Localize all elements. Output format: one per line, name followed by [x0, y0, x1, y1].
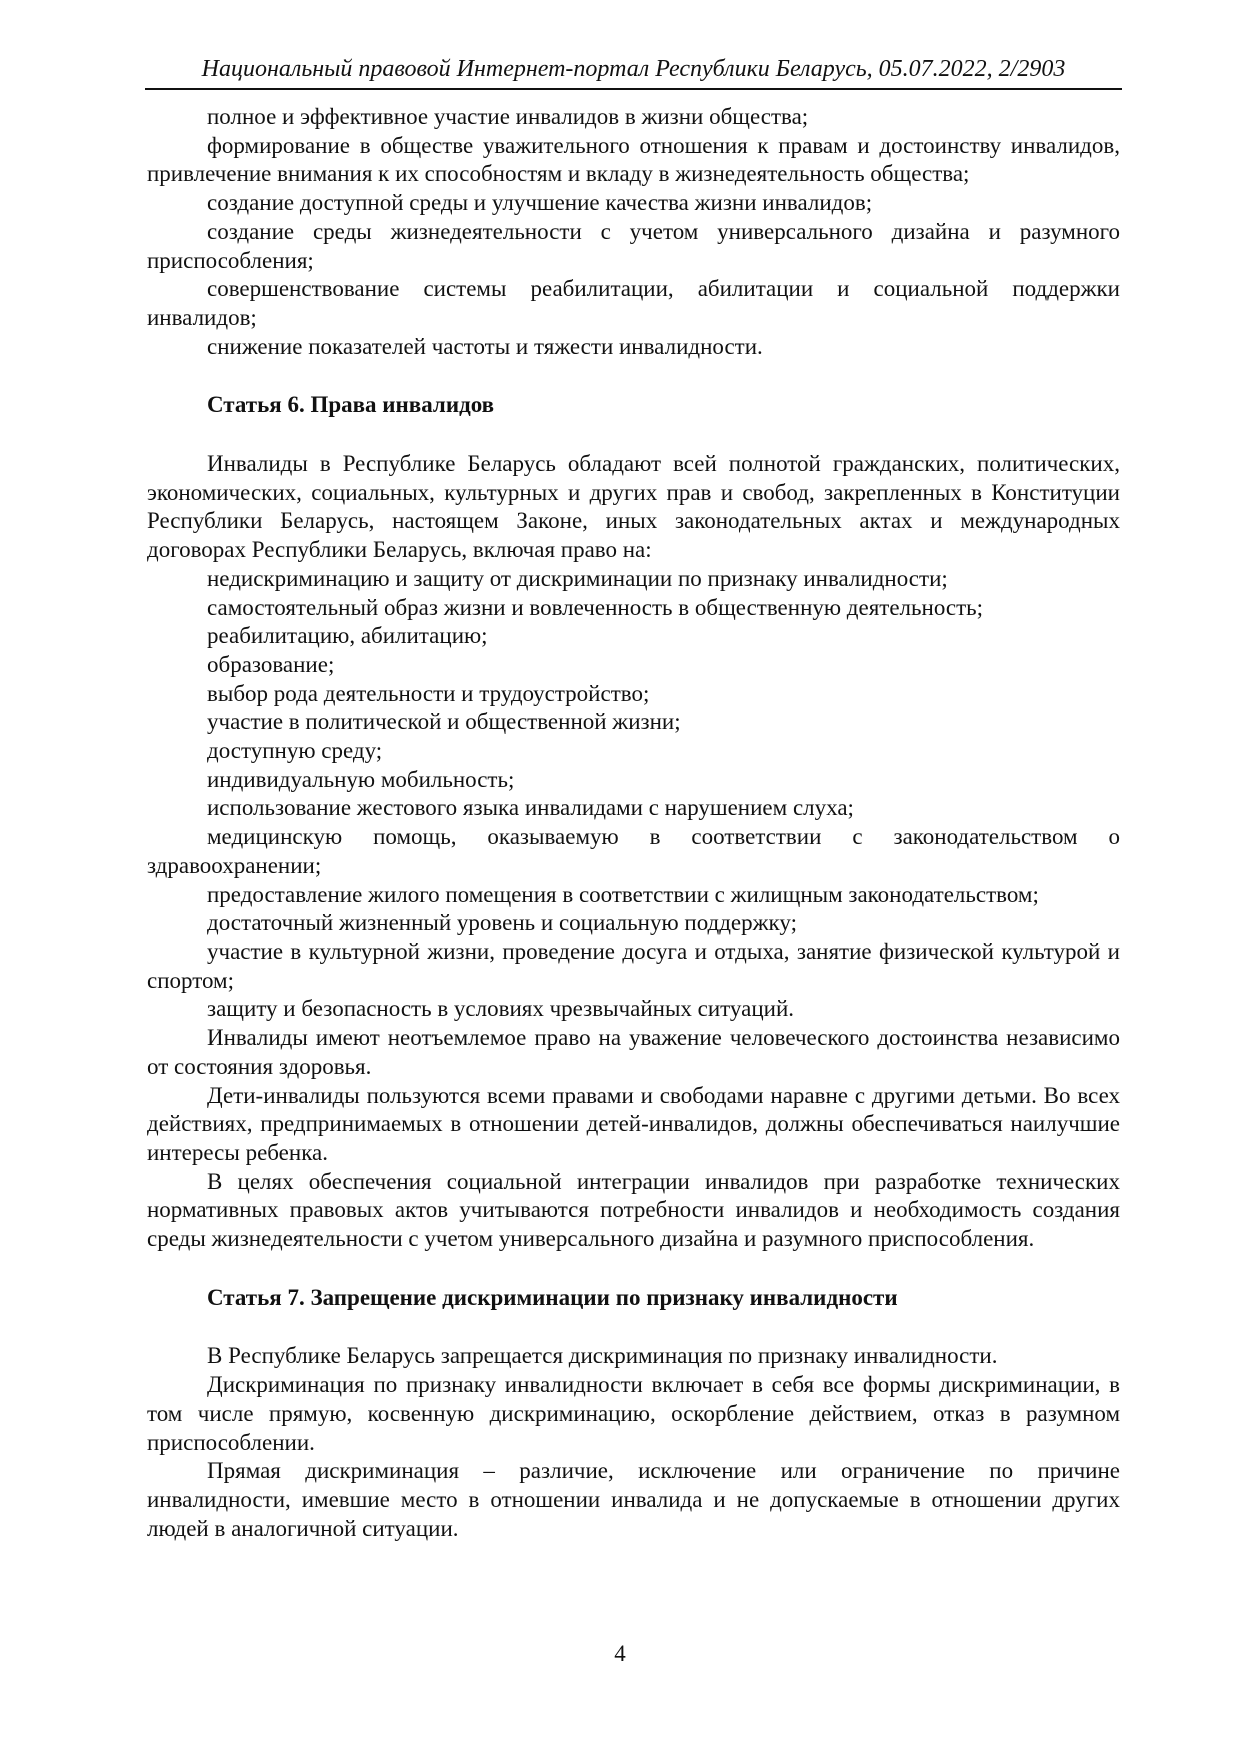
- right-list-item: индивидуальную мобильность;: [207, 766, 515, 792]
- right-list-item: самостоятельный образ жизни и вовлеченность в общественную деятельность;: [207, 594, 984, 620]
- document-header: Национальный правовой Интернет-портал Республики Беларусь, 05.07.2022, 2/2903: [201, 56, 1066, 82]
- article-6-lead: Инвалиды в Республике Беларусь обладают всей полнотой гражданских, политических, экономических, социальных, культурных и других прав и свобод, закрепленных в Конституции Республики Беларусь, настоящем Законе, иных законодательных актах и международных договорах Республики Беларусь, включая право на:: [147, 451, 1120, 563]
- article-7-paragraph: В Республике Беларусь запрещается дискриминация по признаку инвалидности.: [207, 1343, 998, 1369]
- right-list-item: доступную среду;: [207, 738, 383, 764]
- article-7-heading: Статья 7. Запрещение дискриминации по признаку инвалидности: [207, 1284, 898, 1310]
- intro-list-item: совершенствование системы реабилитации, абилитации и социальной поддержки инвалидов;: [147, 276, 1120, 330]
- right-list-item: предоставление жилого помещения в соответствии с жилищным законодательством;: [207, 881, 1039, 907]
- article-6-paragraph: Дети-инвалиды пользуются всеми правами и свободами наравне с другими детьми. Во всех действиях, предпринимаемых в отношении детей-инвалидов, должны обеспечиваться наилучшие интересы ребенка.: [147, 1082, 1120, 1165]
- right-list-item: образование;: [207, 651, 335, 677]
- right-list-item: медицинскую помощь, оказываемую в соответствии с законодательством о здравоохранении;: [147, 824, 1120, 878]
- article-7-paragraph: Дискриминация по признаку инвалидности включает в себя все формы дискриминации, в том числе прямую, косвенную дискриминацию, оскорбление действием, отказ в разумном приспособлении.: [147, 1372, 1120, 1455]
- right-list-item: защиту и безопасность в условиях чрезвычайных ситуаций.: [207, 996, 795, 1022]
- article-6-paragraph: Инвалиды имеют неотъемлемое право на уважение человеческого достоинства независимо от состояния здоровья.: [147, 1025, 1120, 1079]
- right-list-item: участие в культурной жизни, проведение досуга и отдыха, занятие физической культурой и спортом;: [147, 938, 1120, 993]
- right-list-item: реабилитацию, абилитацию;: [207, 623, 488, 649]
- right-list-item: достаточный жизненный уровень и социальную поддержку;: [207, 910, 797, 936]
- article-7-paragraph: Прямая дискриминация – различие, исключение или ограничение по причине инвалидности, имевшие место в отношении инвалида и не допускаемые в отношении других людей в аналогичной ситуации.: [147, 1458, 1120, 1541]
- article-6-paragraph: В целях обеспечения социальной интеграции инвалидов при разработке технических нормативных правовых актов учитываются потребности инвалидов и необходимость создания среды жизнедеятельности с учетом универсального дизайна и разумного приспособления.: [147, 1168, 1120, 1252]
- intro-list-item: полное и эффективное участие инвалидов в жизни общества;: [207, 104, 809, 129]
- right-list-item: выбор рода деятельности и трудоустройство;: [207, 680, 650, 706]
- header-divider: [145, 88, 1122, 90]
- intro-list-item: снижение показателей частоты и тяжести инвалидности.: [207, 333, 763, 359]
- intro-list-item: создание среды жизнедеятельности с учетом универсального дизайна и разумного приспособления;: [147, 218, 1120, 273]
- right-list-item: использование жестового языка инвалидами с нарушением слуха;: [207, 795, 854, 821]
- right-list-item: участие в политической и общественной жизни;: [207, 709, 681, 735]
- page-number: 4: [614, 1641, 626, 1666]
- right-list-item: недискриминацию и защиту от дискриминации по признаку инвалидности;: [207, 565, 948, 591]
- intro-list-item: создание доступной среды и улучшение качества жизни инвалидов;: [207, 190, 873, 216]
- document-body: [147, 103, 1120, 1543]
- article-6-heading: Статья 6. Права инвалидов: [207, 392, 495, 418]
- intro-list-item: формирование в обществе уважительного отношения к правам и достоинству инвалидов, привлечение внимания к их способностям и вкладу в жизнедеятельность общества;: [147, 132, 1120, 187]
